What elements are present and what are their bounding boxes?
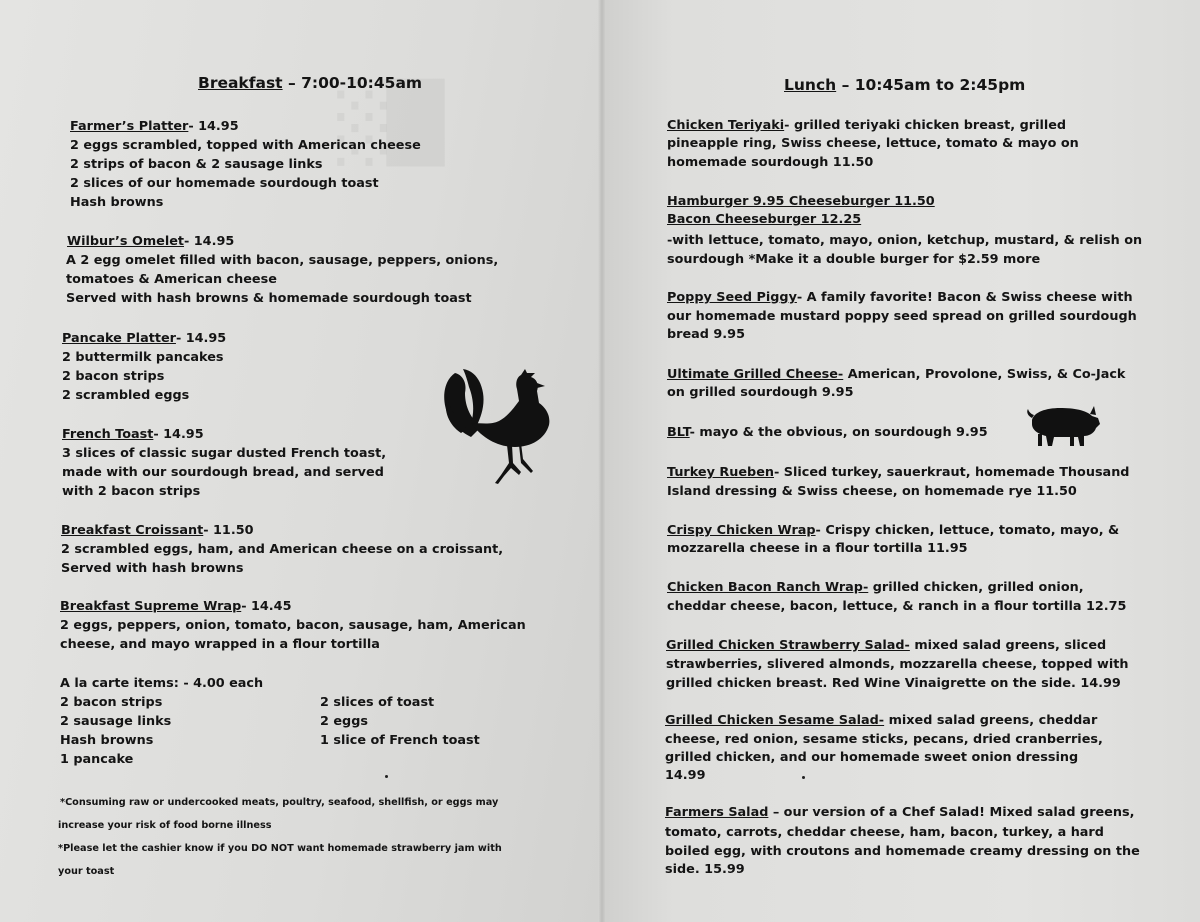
item-name: Crispy Chicken Wrap [667, 523, 816, 538]
item-line: 2 strips of bacon & 2 sausage links [70, 157, 323, 172]
item-name: Turkey Rueben [667, 465, 774, 480]
item-line: cheese, red onion, sesame sticks, pecans, dried cranberries, [665, 732, 1103, 747]
ultimate-grilled-cheese-line: Ultimate Grilled Cheese- American, Provolone, Swiss, & Co-Jack [667, 367, 1126, 382]
farmers-salad-line: Farmers Salad – our version of a Chef Salad! Mixed salad greens, [665, 805, 1135, 820]
lunch-heading: Lunch – 10:45am to 2:45pm [784, 76, 1026, 94]
item-name: Ultimate Grilled Cheese- [667, 367, 844, 382]
item-line: 2 bacon strips [62, 369, 165, 384]
speck-dot [385, 775, 388, 778]
item-name: Chicken Teriyaki [667, 118, 785, 133]
jam-note: your toast [58, 866, 115, 877]
item-line: Served with hash browns [61, 561, 244, 576]
burger-prices: Hamburger 9.95 Cheeseburger 11.50 [667, 194, 935, 209]
food-safety-note: increase your risk of food borne illness [58, 820, 272, 831]
item-name: Breakfast Croissant [61, 523, 204, 538]
sesame-salad-line: Grilled Chicken Sesame Salad- mixed salad greens, cheddar [665, 713, 1098, 728]
item-line: 2 eggs scrambled, topped with American cheese [70, 138, 421, 153]
a-la-carte-item: 1 pancake [60, 752, 134, 767]
french-toast [62, 425, 386, 501]
a-la-carte-item: 2 bacon strips [60, 695, 163, 710]
blt-line: BLT- mayo & the obvious, on sourdough 9.95 [667, 425, 988, 440]
item-name: Grilled Chicken Sesame Salad- [665, 713, 885, 728]
item-line: Hash browns [70, 195, 164, 210]
item-line: 2 scrambled eggs [62, 388, 190, 403]
item-name: Wilbur’s Omelet [67, 234, 185, 249]
item-line: tomatoes & American cheese [66, 272, 277, 287]
a-la-carte-item: Hash browns [60, 733, 154, 748]
item-line: 2 eggs, peppers, onion, tomato, bacon, sausage, ham, American [60, 618, 526, 633]
a-la-carte-item: 2 slices of toast [320, 695, 435, 710]
item-line: pineapple ring, Swiss cheese, lettuce, tomato & mayo on [667, 136, 1079, 151]
item-price: - 14.95 [184, 234, 235, 249]
poppy-seed-piggy-line: Poppy Seed Piggy- A family favorite! Bacon & Swiss cheese with [667, 290, 1133, 305]
item-line: homemade sourdough 11.50 [667, 155, 874, 170]
item-name: Chicken Bacon Ranch Wrap- [667, 580, 869, 595]
item-name: BLT [667, 425, 690, 440]
a-la-carte-col2 [320, 693, 480, 750]
item-line: bread 9.95 [667, 327, 745, 342]
item-name: Farmer’s Platter [70, 119, 189, 134]
item-line: 14.99 [665, 768, 706, 783]
item-name: Pancake Platter [62, 331, 176, 346]
item-line: with 2 bacon strips [62, 484, 201, 499]
a-la-carte-item: 2 eggs [320, 714, 368, 729]
breakfast-supreme-wrap [60, 597, 526, 654]
chicken-teriyaki-line: Chicken Teriyaki- grilled teriyaki chicken breast, grilled [667, 118, 1067, 133]
speck-dot [802, 776, 805, 779]
item-line: on grilled sourdough 9.95 [667, 385, 854, 400]
item-name: Poppy Seed Piggy [667, 290, 797, 305]
item-name: Farmers Salad [665, 805, 769, 820]
item-line: cheese, and mayo wrapped in a flour tortilla [60, 637, 380, 652]
item-price: - 14.95 [188, 119, 239, 134]
item-line: strawberries, slivered almonds, mozzarella cheese, topped with [666, 657, 1129, 672]
crispy-chicken-wrap-line: Crispy Chicken Wrap- Crispy chicken, lettuce, tomato, mayo, & [667, 523, 1120, 538]
item-price: - 11.50 [203, 523, 254, 538]
item-line: mozzarella cheese in a flour tortilla 11.95 [667, 541, 968, 556]
item-line: grilled chicken breast. Red Wine Vinaigrette on the side. 14.99 [666, 676, 1121, 691]
item-name: Grilled Chicken Strawberry Salad- [666, 638, 910, 653]
strawberry-salad-line: Grilled Chicken Strawberry Salad- mixed salad greens, sliced [666, 638, 1107, 653]
item-line: cheddar cheese, bacon, lettuce, & ranch in a flour tortilla 12.75 [667, 599, 1127, 614]
menu-fold [598, 0, 606, 922]
item-line: 2 buttermilk pancakes [62, 350, 224, 365]
item-name: French Toast [62, 427, 154, 442]
item-line: side. 15.99 [665, 862, 745, 877]
item-line: 2 slices of our homemade sourdough toast [70, 176, 379, 191]
a-la-carte-item: 1 slice of French toast [320, 733, 480, 748]
breakfast-croissant [61, 521, 503, 578]
item-line: 3 slices of classic sugar dusted French toast, [62, 446, 387, 461]
bacon-cheeseburger-price: Bacon Cheeseburger 12.25 [667, 212, 862, 227]
wilburs-omelet [66, 232, 498, 308]
item-price: - 14.45 [241, 599, 292, 614]
pig-icon [1024, 404, 1104, 450]
item-line: Island dressing & Swiss cheese, on homemade rye 11.50 [667, 484, 1077, 499]
item-line: Served with hash browns & homemade sourdough toast [66, 291, 472, 306]
turkey-rueben-line: Turkey Rueben- Sliced turkey, sauerkraut, homemade Thousand [667, 465, 1130, 480]
item-line: grilled chicken, and our homemade sweet onion dressing [665, 750, 1079, 765]
breakfast-heading: Breakfast – 7:00-10:45am [198, 74, 423, 92]
chicken-bacon-ranch-wrap-line: Chicken Bacon Ranch Wrap- grilled chicken, grilled onion, [667, 580, 1084, 595]
item-line: made with our sourdough bread, and served [62, 465, 384, 480]
rooster-icon [441, 367, 553, 487]
farmers-platter [70, 117, 421, 212]
item-line: sourdough *Make it a double burger for $2.59 more [667, 252, 1041, 267]
food-safety-note: *Consuming raw or undercooked meats, poultry, seafood, shellfish, or eggs may [60, 797, 499, 808]
item-name: Breakfast Supreme Wrap [60, 599, 242, 614]
a-la-carte-item: 2 sausage links [60, 714, 172, 729]
a-la-carte-col1 [60, 693, 171, 769]
jam-note: *Please let the cashier know if you DO NOT want homemade strawberry jam with [58, 843, 502, 854]
item-price: - 14.95 [153, 427, 204, 442]
pancake-platter [62, 329, 226, 405]
item-line: boiled egg, with croutons and homemade creamy dressing on the [665, 844, 1140, 859]
item-line: tomato, carrots, cheddar cheese, ham, bacon, turkey, a hard [665, 825, 1104, 840]
a-la-carte-title: A la carte items: - 4.00 each [60, 676, 264, 691]
item-line: -with lettuce, tomato, mayo, onion, ketchup, mustard, & relish on [667, 233, 1143, 248]
item-price: - 14.95 [175, 331, 227, 346]
item-line: our homemade mustard poppy seed spread on grilled sourdough [667, 309, 1137, 324]
item-line: A 2 egg omelet filled with bacon, sausage, peppers, onions, [66, 253, 499, 268]
item-line: 2 scrambled eggs, ham, and American cheese on a croissant, [61, 542, 504, 557]
